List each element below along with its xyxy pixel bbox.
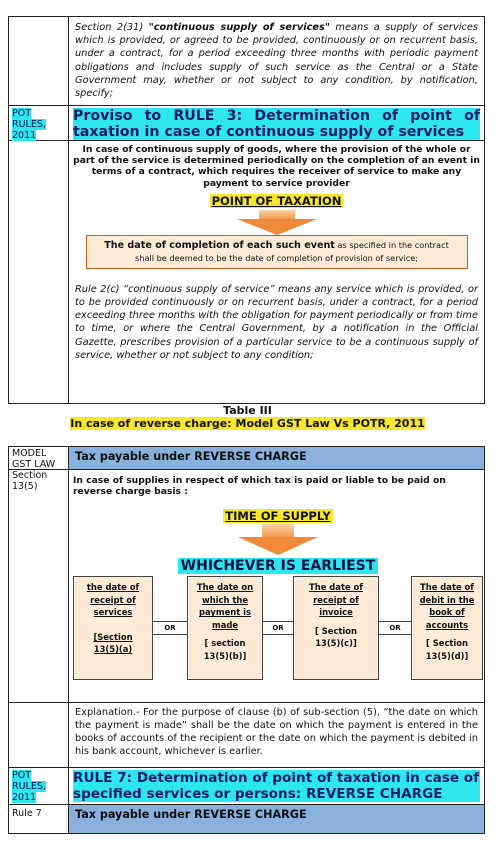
option-ref: [ section [204, 638, 246, 649]
option-ref: [Section [93, 631, 133, 642]
pot-rules-label [9, 768, 69, 804]
rule7-heading: RULE 7: Determination of point of taxation in case of specified services or persons: REVERSE CHARGE [73, 770, 480, 802]
option-line: The date on [196, 582, 254, 593]
label-line: 13(5) [12, 481, 38, 492]
label-line: 2011 [12, 130, 37, 141]
rule-2c-definition: Rule 2(c) “continuous supply of service” means any service which is provided, or to be provided continuously or on recurrent basis, under a contract, for a period exceeding three months with the obligation for payment periodically or from time to time, or where the Central Government, by a notification in the Official Gazette, prescribes provision of a particular service to be a continuous supply of service, whether or not subject to any condition; [75, 283, 478, 361]
option-line: which the [201, 594, 249, 605]
reverse-case-text: In case of supplies in respect of which tax is paid or liable to be paid on reverse charge basis : [73, 475, 446, 498]
empty-label-cell [9, 470, 69, 702]
table-iii-title: Table III [223, 404, 272, 417]
section-ref: Section 2(31) [75, 22, 149, 33]
option-ref: [ Section [425, 638, 468, 649]
option-ref: 13(5)(a) [93, 644, 133, 655]
option-debit-in-books [411, 576, 483, 680]
option-line: receipt of [90, 594, 136, 605]
label-line: POT [12, 770, 32, 781]
option-line: The date of [420, 582, 474, 593]
label-line: MODEL [12, 448, 47, 459]
down-arrow-icon [237, 210, 317, 235]
empty-label-cell [9, 141, 69, 403]
option-ref: 13(5)(c)] [315, 638, 357, 649]
option-line: services [93, 607, 133, 618]
option-ref: 13(5)(b)] [203, 650, 247, 661]
time-of-supply-label: TIME OF SUPPLY [225, 509, 331, 524]
model-gst-label [9, 447, 69, 492]
table-iii-subtitle [0, 417, 495, 430]
label-line: GST LAW [12, 459, 56, 470]
down-arrow-icon [238, 524, 318, 555]
option-line: The date of [309, 582, 363, 593]
label-line: 2011 [12, 792, 37, 803]
option-line: made [211, 619, 239, 630]
time-of-supply-options [73, 576, 483, 680]
pot-rules-label [9, 106, 69, 140]
proviso-heading-cell [69, 106, 484, 140]
option-ref: 13(5)(d)] [425, 650, 469, 661]
point-of-taxation-label: POINT OF TAXATION [211, 193, 342, 208]
or-connector: OR [263, 621, 293, 635]
label-line: POT [12, 108, 32, 119]
option-line: payment is [199, 607, 251, 618]
completion-date-box [86, 235, 468, 269]
label-line: RULES, [12, 781, 46, 792]
option-line: receipt of [313, 594, 359, 605]
continuous-supply-content [69, 141, 484, 403]
label-line: RULES, [12, 119, 46, 130]
completion-bold: The date of completion of each such event [104, 239, 335, 251]
proviso-heading: Proviso to RULE 3: Determination of point of taxation in case of continuous supply of services [73, 108, 480, 140]
rule7-tax-payable-heading: Tax payable under REVERSE CHARGE [69, 805, 484, 833]
option-line: accounts [425, 619, 469, 630]
option-line: debit in the [419, 594, 475, 605]
defined-term: "continuous supply of services" [148, 22, 330, 33]
explanation-text: Explanation.- For the purpose of clause (b) of sub-section (5), “the date on which the payment is made” shall be the date on which the payment is entered in the books of accounts of the recipient or the date on which the payment is debited in his bank account, whichever is earlier. [75, 707, 478, 757]
empty-label-cell [9, 17, 69, 105]
definition-text: means a supply of services which is provided, or agreed to be provided, continuously or on recurrent basis, under a contract, for a period exceeding three months with periodic payment obligations and includes supply of such service as the Central or a State Government may, whether or not subject to any condition, by notification, specify; [75, 22, 478, 100]
reverse-charge-table [8, 446, 485, 834]
tax-payable-heading: Tax payable under REVERSE CHARGE [69, 447, 484, 469]
label-line: Section [12, 470, 48, 481]
option-line: book of [429, 607, 465, 618]
pot-continuous-supply-table [8, 16, 485, 404]
option-line: invoice [319, 607, 353, 618]
section-2-31-definition [69, 17, 484, 105]
option-receipt-of-invoice [293, 576, 379, 680]
or-connector: OR [153, 621, 187, 635]
rule7-label: Rule 7 [9, 805, 69, 833]
or-connector: OR [379, 621, 411, 635]
option-payment-made [187, 576, 263, 680]
option-ref: [ Section [314, 625, 357, 636]
continuous-case-text: In case of continuous supply of goods, where the provision of the whole or part of the service is determined periodically on the completion of an event in terms of a contract, which requires the receiver of service to make any payment to service provider [73, 144, 480, 189]
rule7-heading-cell [69, 768, 484, 804]
subtitle-text: In case of reverse charge: Model GST Law Vs POTR, 2011 [70, 417, 425, 430]
empty-label-cell [9, 703, 69, 767]
completion-rest-2: shall be deemed to be the date of completion of provision of service; [134, 252, 418, 263]
completion-rest: as specified in the contract [334, 239, 449, 250]
option-receipt-of-services [73, 576, 153, 680]
whichever-earliest-label: WHICHEVER IS EARLIEST [178, 558, 379, 574]
reverse-charge-content [69, 470, 487, 702]
option-line: the date of [86, 582, 140, 593]
